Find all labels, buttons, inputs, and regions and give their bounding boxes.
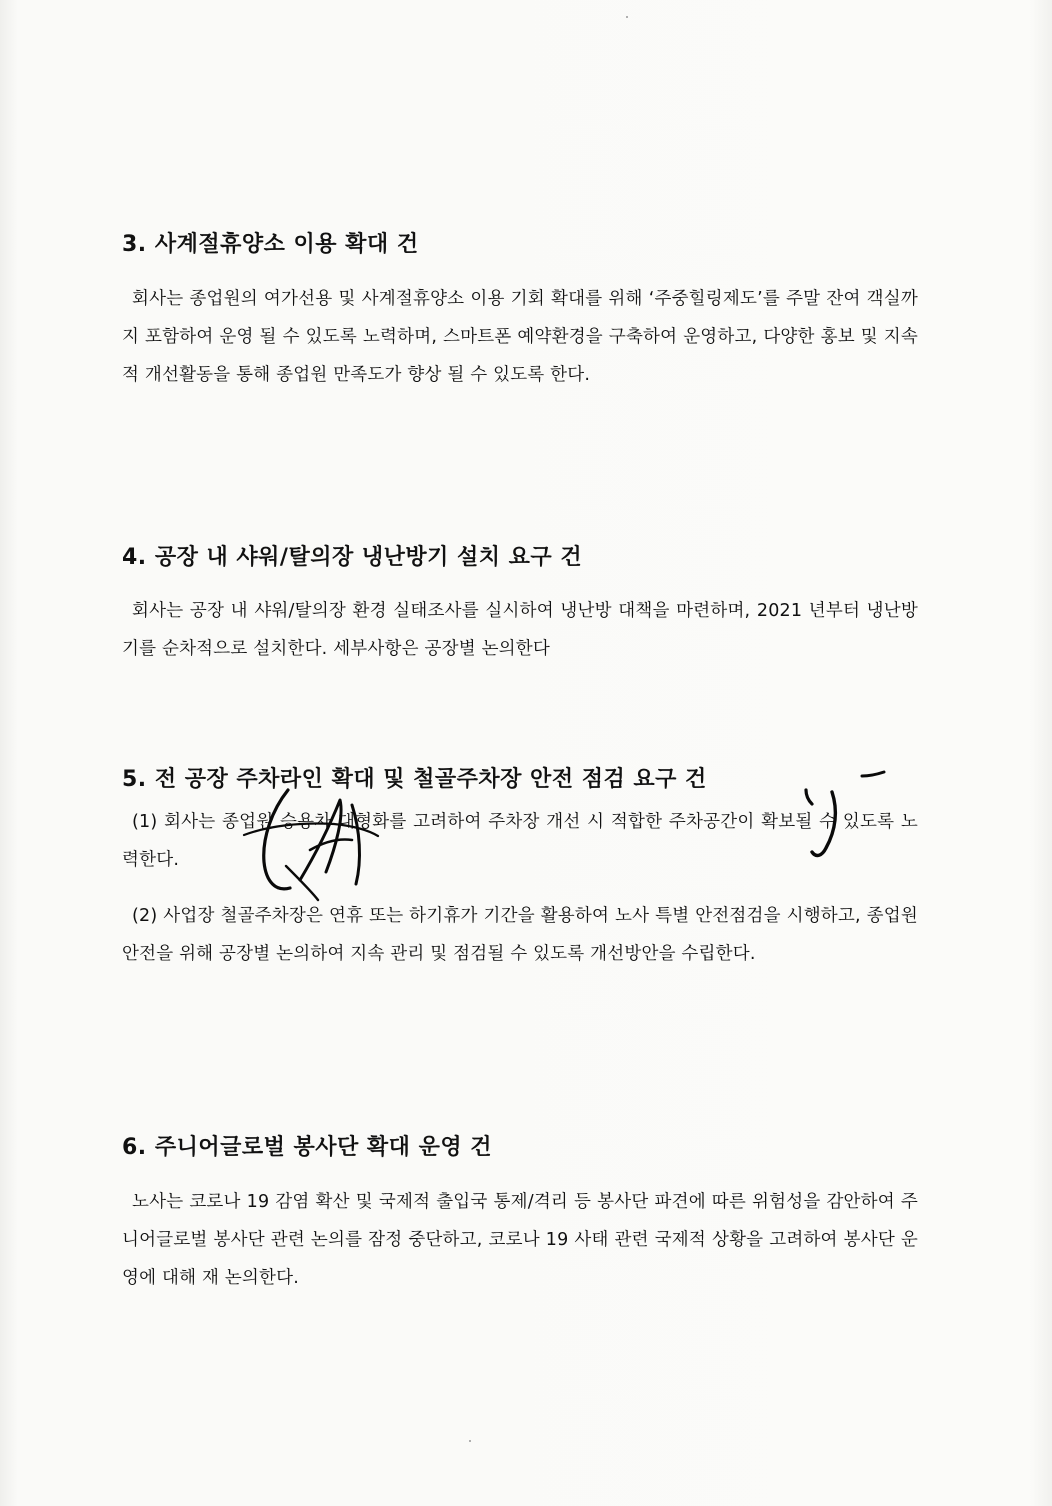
section-paragraph: (1) 회사는 종업원 승용차 대형화를 고려하여 주차장 개선 시 적합한 주차공간이 확보될 수 있도록 노력한다.: [122, 812, 918, 870]
scan-speck: [626, 16, 628, 18]
scan-speck: [469, 1440, 471, 1442]
section-paragraph: 노사는 코로나 19 감염 확산 및 국제적 출입국 통제/격리 등 봉사단 파견에 따른 위험성을 감안하여 주니어글로벌 봉사단 관련 논의를 잠정 중단하고, 코로나 19 사태 관련 국제적 상황을 고려하여 봉사단 운영에 대해 재 논의한다.: [122, 1192, 918, 1288]
section-paragraph: 회사는 공장 내 샤워/탈의장 환경 실태조사를 실시하여 냉난방 대책을 마련하며, 2021 년부터 냉난방기를 순차적으로 설치한다. 세부사항은 공장별 논의한다: [122, 601, 918, 659]
section-6: [122, 1133, 918, 1297]
section-3: [122, 230, 918, 394]
section-4: [122, 543, 918, 668]
section-paragraph: 회사는 종업원의 여가선용 및 사계절휴양소 이용 기회 확대를 위해 ‘주중힐링제도’를 주말 잔여 객실까지 포함하여 운영 될 수 있도록 노력하며, 스마트폰 예약환경을 구축하여 운영하고, 다양한 홍보 및 지속적 개선활동을 통해 종업원 만족도가 향상 될 수 있도록 한다.: [122, 289, 918, 385]
section-paragraph: (2) 사업장 철골주차장은 연휴 또는 하기휴가 기간을 활용하여 노사 특별 안전점검을 시행하고, 종업원 안전을 위해 공장별 논의하여 지속 관리 및 점검될 수 있도록 개선방안을 수립한다.: [122, 906, 918, 964]
section-heading: 3. 사계절휴양소 이용 확대 건: [122, 232, 419, 257]
section-heading: 4. 공장 내 샤워/탈의장 냉난방기 설치 요구 건: [122, 545, 583, 570]
section-heading: 6. 주니어글로벌 봉사단 확대 운영 건: [122, 1135, 492, 1160]
section-5: [122, 765, 918, 973]
section-heading: 5. 전 공장 주차라인 확대 및 철골주차장 안전 점검 요구 건: [122, 767, 707, 792]
